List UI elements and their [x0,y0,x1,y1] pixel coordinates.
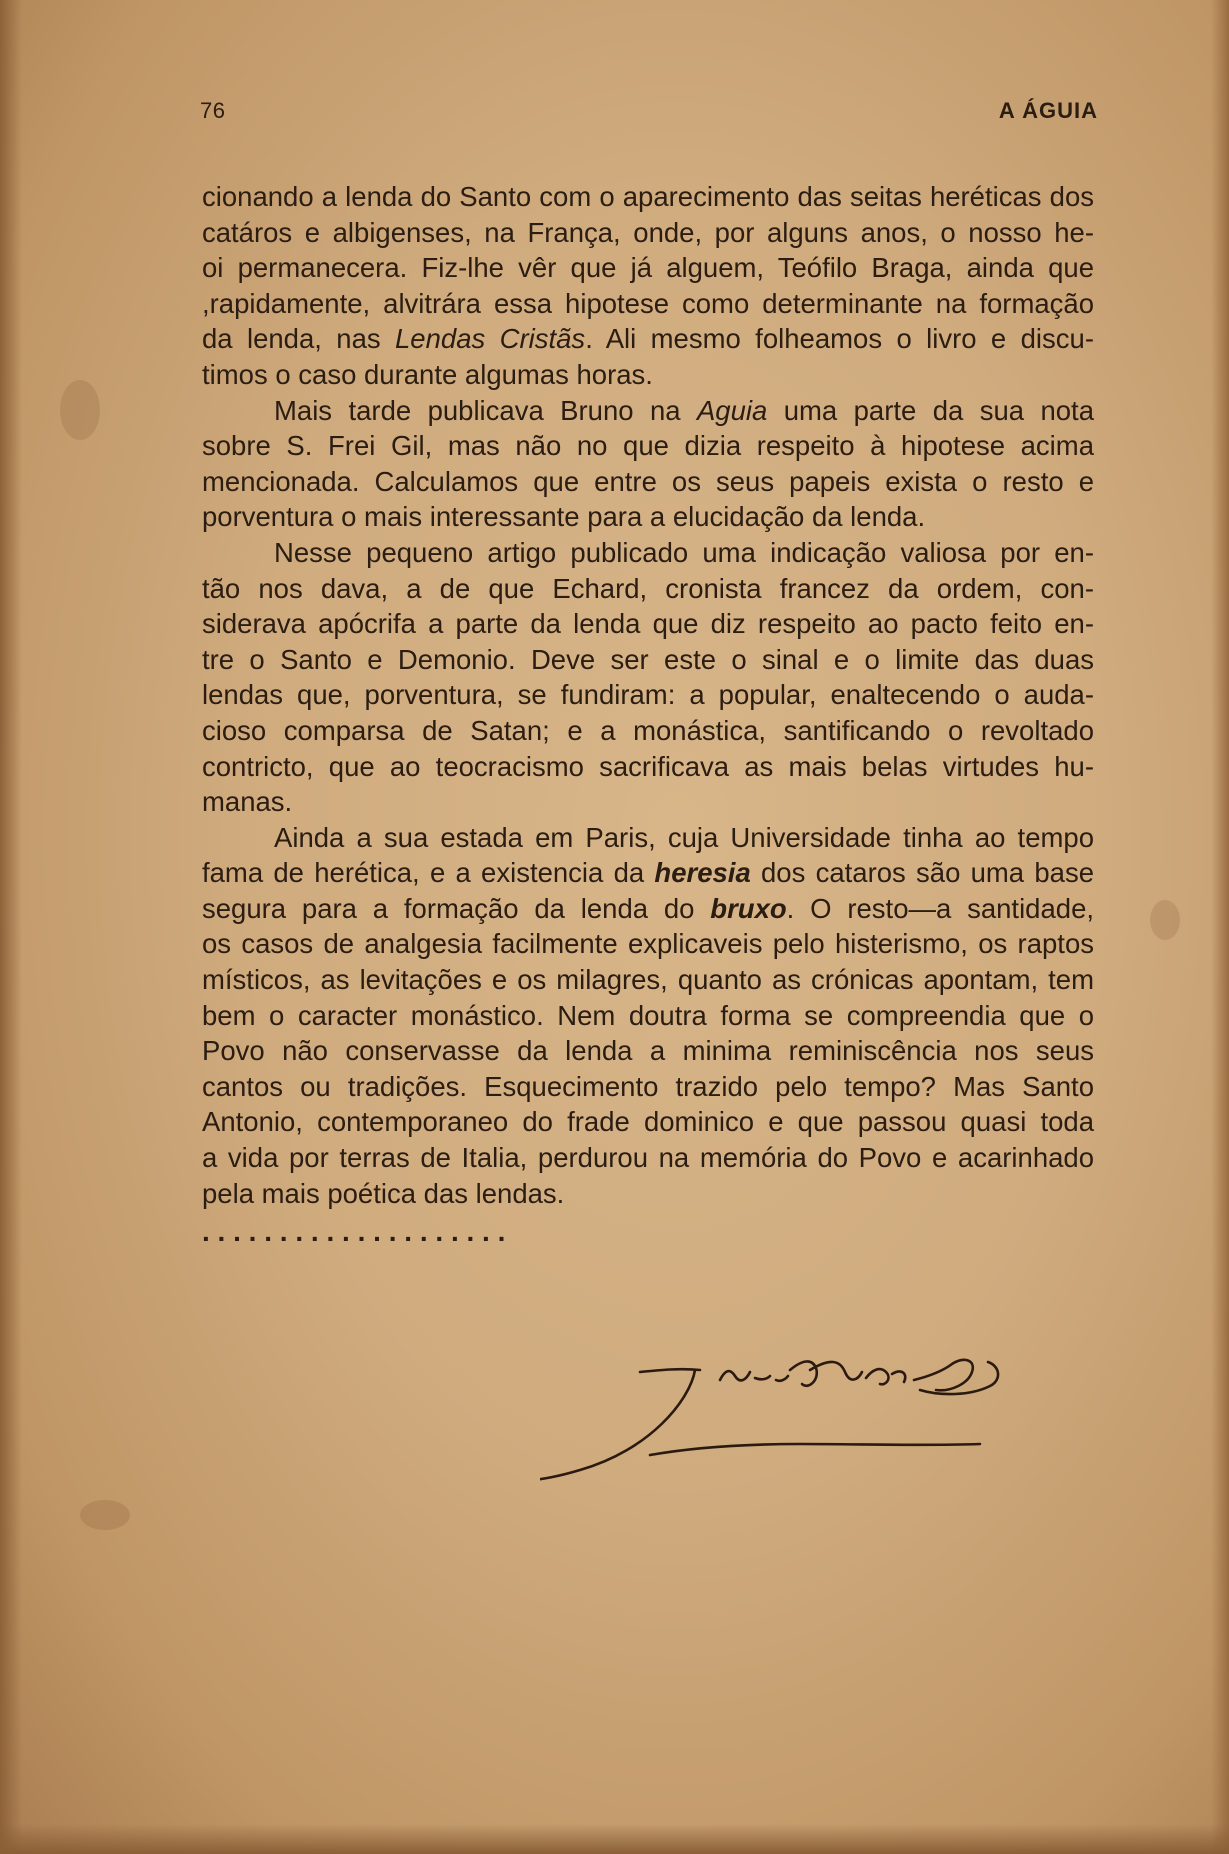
text-line: Antonio, contemporaneo do frade dominico e que passou quasi toda [202,1106,1094,1138]
paper-stain [60,380,100,440]
text-line: Nesse pequeno artigo publicado uma indicação valiosa por en- [274,536,1094,568]
text-line: místicos, as levitações e os milagres, quanto as crónicas apontam, tem [202,964,1094,996]
text-line: cionando a lenda do Santo com o aparecimento das seitas heréticas dos [202,181,1094,212]
journal-name: Aguia [696,394,768,426]
text-line: porventura o mais interessante para a elucidação da lenda. [202,501,926,533]
text-line: fama de herética, e a existencia da heresia dos cataros são uma base [202,857,1094,889]
text-line: lendas que, porventura, se fundiram: a popular, enaltecendo o auda- [202,679,1094,711]
emphasis-heresia: heresia [654,857,751,889]
text-line: pela mais poética das lendas. [202,1177,565,1209]
text-line: Povo não conservasse da lenda a minima reminiscência nos seus [202,1035,1094,1067]
text-line: ,rapidamente, alvitrára essa hipotese como determinante na formação [202,287,1094,319]
book-title: Lendas Cristãs [395,323,586,355]
text-line: tão nos dava, a de que Echard, cronista francez da ordem, con- [202,572,1094,604]
text-line: cioso comparsa de Satan; e a monástica, santificando o revoltado [202,714,1094,746]
text-line: bem o caracter monástico. Nem doutra forma se compreendia que o [202,999,1094,1031]
separator-dots: . . . . . . . . . . . . . . . . . . . . [202,1216,506,1247]
page-edge-shadow-right [1211,0,1229,1854]
handwritten-signature [540,1340,1100,1520]
text-line: timos o caso durante algumas horas. [202,358,653,390]
running-head [200,98,1098,128]
journal-title: A ÁGUIA [998,98,1098,123]
text-line: os casos de analgesia facilmente explicaveis pelo histerismo, os raptos [202,928,1094,960]
paper-stain [1150,900,1180,940]
text-line: catáros e albigenses, na França, onde, por alguns anos, o nosso he- [202,216,1094,248]
page-edge-shadow-bottom [0,1824,1229,1854]
text-line: a vida por terras de Italia, perdurou na memória do Povo e acarinhado [202,1142,1094,1174]
text-line: tre o Santo e Demonio. Deve ser este o sinal e o limite das duas [202,643,1094,675]
text-line: Mais tarde publicava Bruno na Aguia uma parte da sua nota [274,394,1094,426]
text-line: segura para a formação da lenda do bruxo. O resto—a santidade, [202,892,1095,924]
paper-stain [80,1500,130,1530]
text-line: Ainda a sua estada em Paris, cuja Universidade tinha ao tempo [274,821,1094,853]
article-body [202,179,1094,1211]
text-line: sobre S. Frei Gil, mas não no que dizia respeito à hipotese acima [202,430,1094,462]
text-line: da lenda, nas Lendas Cristãs. Ali mesmo folheamos o livro e discu- [202,323,1094,355]
emphasis-bruxo: bruxo [710,892,787,924]
page-edge-shadow-left [0,0,22,1854]
text-line: mencionada. Calculamos que entre os seus papeis exista o resto e [202,465,1094,497]
text-line: cantos ou tradições. Esquecimento trazido pelo tempo? Mas Santo [202,1070,1094,1102]
page-number: 76 [200,98,226,123]
text-line: siderava apócrifa a parte da lenda que diz respeito ao pacto feito en- [202,608,1094,640]
text-line: manas. [202,786,293,818]
text-line: oi permanecera. Fiz-lhe vêr que já alguem, Teófilo Braga, ainda que [202,252,1094,284]
text-line: contricto, que ao teocracismo sacrificava as mais belas virtudes hu- [202,750,1094,782]
